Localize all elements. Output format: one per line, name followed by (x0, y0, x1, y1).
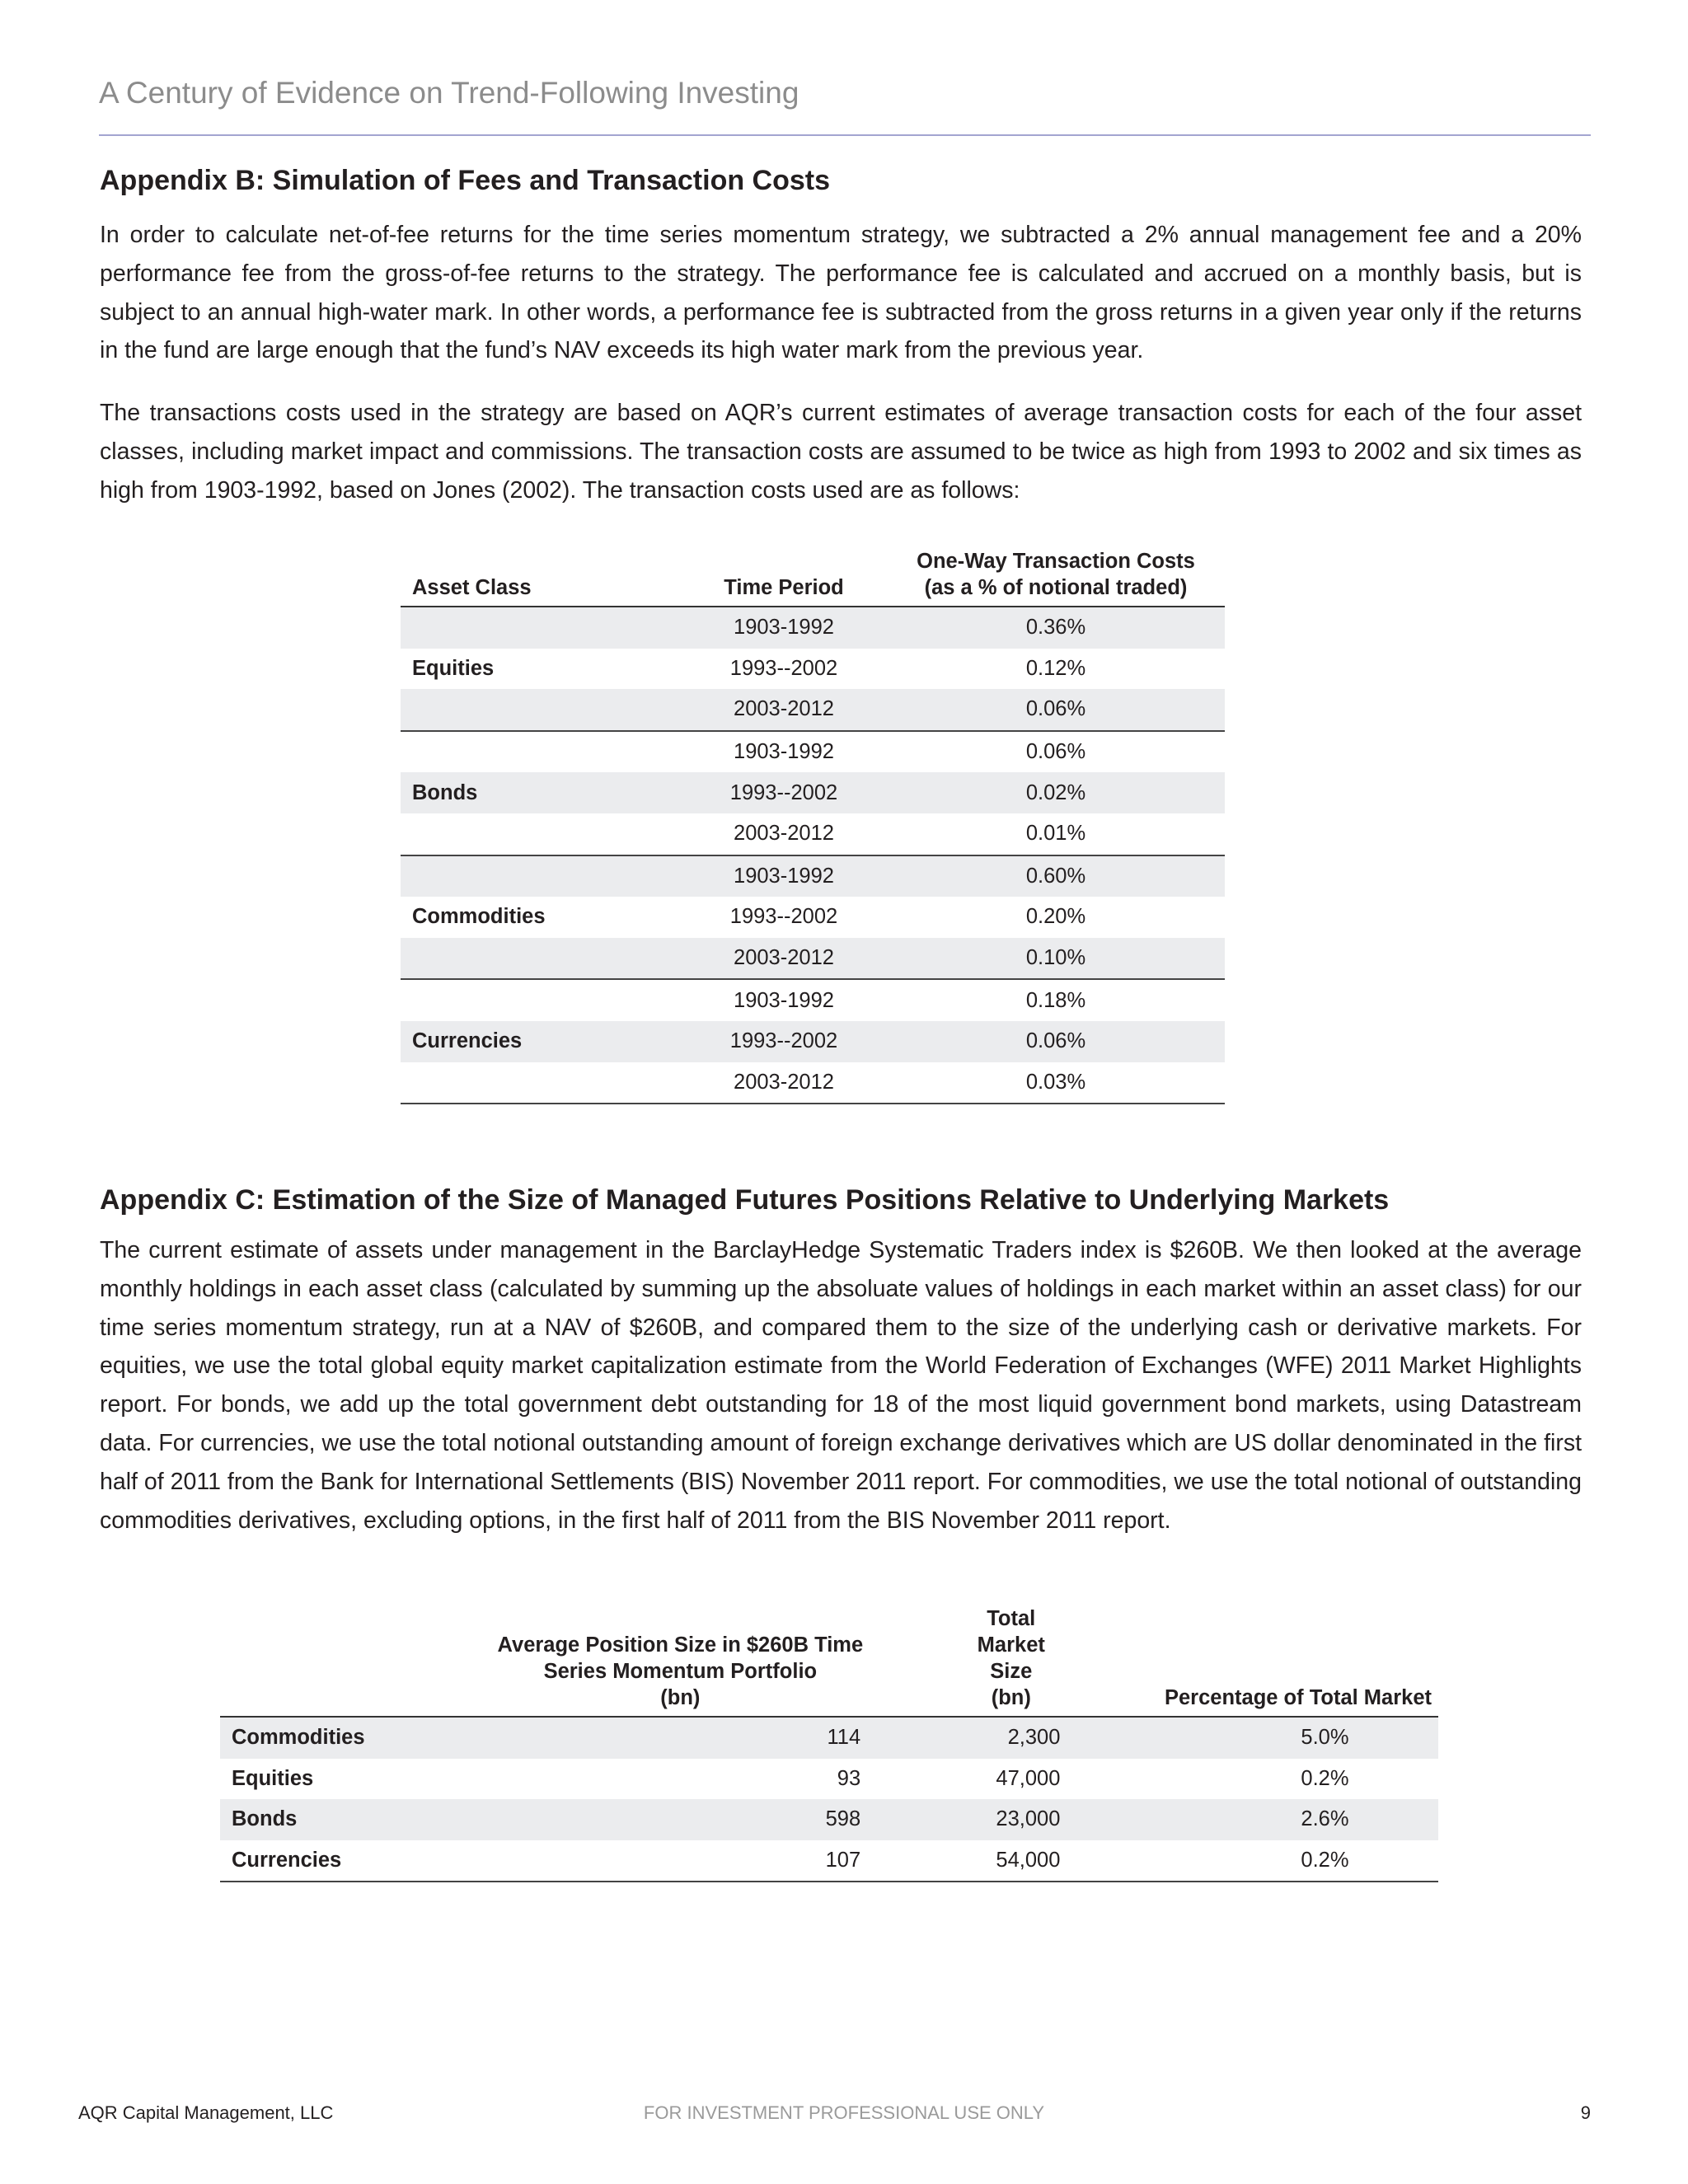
asset-class-cell (401, 689, 681, 731)
cost-cell: 0.06% (887, 1021, 1225, 1062)
table-header-row (220, 1605, 1438, 1717)
table-row (401, 979, 1225, 1021)
table-row (401, 813, 1225, 855)
header-asset-class: Asset Class (412, 576, 532, 599)
cost-cell: 0.18% (1025, 988, 1086, 1012)
asset-class-cell: Currencies (232, 1849, 342, 1872)
cost-cell: 0.06% (1025, 740, 1086, 764)
asset-class-cell (401, 607, 681, 649)
time-period-cell: 2003-2012 (681, 689, 887, 731)
asset-class-cell: Commodities (220, 1717, 391, 1759)
cost-cell: 0.03% (1025, 1070, 1086, 1094)
appendix-b-paragraph-1 (100, 216, 1582, 370)
asset-class-cell: Bonds (401, 772, 681, 813)
average-position-cell: 107 (825, 1849, 861, 1872)
cost-cell: 0.12% (1025, 656, 1086, 680)
cost-cell: 0.20% (1025, 905, 1086, 929)
header-divider (99, 134, 1591, 136)
percentage-cell: 0.2% (1301, 1766, 1349, 1790)
running-title: A Century of Evidence on Trend-Following Investing (99, 76, 799, 110)
table-row (220, 1759, 1438, 1800)
percentage-cell: 0.2% (1301, 1849, 1349, 1872)
header-asset-blank (220, 1605, 391, 1717)
header-line-2: Series Momentum Portfolio (543, 1660, 818, 1683)
header-transaction-costs (887, 548, 1225, 607)
table-row (401, 689, 1225, 731)
header-line-3: (bn) (660, 1686, 701, 1709)
header-line-1: Average Position Size in $260B Time (497, 1633, 864, 1657)
table-row (401, 938, 1225, 980)
asset-class-cell (401, 979, 681, 1021)
time-period-cell: 1903-1992 (681, 607, 887, 649)
cost-cell: 0.10% (887, 938, 1225, 980)
cost-cell: 0.02% (887, 772, 1225, 813)
time-period-cell: 1993--2002 (729, 656, 838, 680)
asset-class-cell (401, 855, 681, 898)
footer-company: AQR Capital Management, LLC (78, 2102, 334, 2123)
header-line-1: One-Way Transaction Costs (917, 550, 1195, 573)
table-row (401, 1021, 1225, 1062)
table-row (401, 607, 1225, 649)
percentage-cell: 5.0% (1068, 1717, 1438, 1759)
time-period-cell: 1993--2002 (681, 1021, 887, 1062)
average-position-cell: 93 (837, 1766, 861, 1790)
table-row (401, 855, 1225, 898)
header-average-position (391, 1605, 864, 1717)
paragraph-text: The transactions costs used in the strategy are based on AQR’s current estimates of average transaction costs for each of the four asset classes, including market impact and commissions. The transaction costs are assumed to be twice as high from 1993 to 2002 and six times as high from 1903-1992, based on Jones (2002). The transaction costs used are as follows: (100, 400, 1582, 504)
appendix-b-heading: Appendix B: Simulation of Fees and Transaction Costs (100, 165, 831, 196)
time-period-cell: 1903-1992 (681, 855, 887, 898)
cost-cell: 0.60% (887, 855, 1225, 898)
transaction-costs-table (401, 548, 1225, 1104)
asset-class-cell (401, 1062, 681, 1104)
page-number: 9 (1580, 2102, 1591, 2123)
percentage-cell: 2.6% (1068, 1799, 1438, 1840)
time-period-cell: 1903-1992 (734, 988, 834, 1012)
table-header-row (401, 548, 1225, 607)
asset-class-cell: Commodities (412, 905, 546, 929)
table-row (401, 649, 1225, 690)
asset-class-cell: Currencies (401, 1021, 681, 1062)
appendix-b-paragraph-2 (100, 394, 1582, 509)
asset-class-cell: Equities (232, 1766, 314, 1790)
average-position-cell: 114 (391, 1717, 864, 1759)
time-period-cell: 1993--2002 (681, 772, 887, 813)
cost-cell: 0.01% (1025, 822, 1086, 846)
appendix-c-heading: Appendix C: Estimation of the Size of Managed Futures Positions Relative to Underlying Markets (100, 1184, 1390, 1216)
table-row (220, 1799, 1438, 1840)
total-market-cell: 47,000 (996, 1766, 1061, 1790)
position-size-table (220, 1605, 1438, 1882)
asset-class-cell (401, 731, 681, 773)
paragraph-text: The current estimate of assets under management in the BarclayHedge Systematic Traders index is $260B. We then looked at the average monthly holdings in each asset class (calculated by summing up the absoluate values of holdings in each market within an asset class) for our time series momentum strategy, run at a NAV of $260B, and compared them to the size of the underlying cash or derivative markets. For equities, we use the total global equity market capitalization estimate from the World Federation of Exchanges (WFE) 2011 Market Highlights report. For bonds, we add up the total government debt outstanding for 18 of the most liquid government bond markets, using Datastream data. For currencies, we use the total notional outstanding amount of foreign exchange derivatives which are US dollar denominated in the first half of 2011 from the Bank for International Settlements (BIS) November 2011 report. For commodities, we use the total notional of outstanding commodities derivatives, excluding options, in the first half of 2011 from the BIS November 2011 report. (100, 1237, 1582, 1534)
time-period-cell: 2003-2012 (734, 1070, 834, 1094)
header-total-market-size (863, 1605, 1068, 1717)
appendix-c-paragraph (100, 1231, 1582, 1540)
time-period-cell: 2003-2012 (734, 822, 834, 846)
footer-disclaimer: FOR INVESTMENT PROFESSIONAL USE ONLY (643, 2102, 1045, 2123)
header-line-1: Total Market Size (977, 1607, 1045, 1683)
total-market-cell: 54,000 (996, 1849, 1061, 1872)
header-time-period: Time Period (724, 576, 844, 599)
table-row (401, 731, 1225, 773)
asset-class-cell (401, 938, 681, 980)
table-row (220, 1840, 1438, 1882)
time-period-cell: 2003-2012 (681, 938, 887, 980)
average-position-cell: 598 (391, 1799, 864, 1840)
table-row (220, 1717, 1438, 1759)
cost-cell: 0.06% (887, 689, 1225, 731)
table-row (401, 772, 1225, 813)
asset-class-cell: Bonds (220, 1799, 391, 1840)
asset-class-cell: Equities (412, 656, 495, 680)
paragraph-text: In order to calculate net-of-fee returns for the time series momentum strategy, we subtracted a 2% annual management fee and a 20% performance fee from the gross-of-fee returns to the strategy. The performance fee is calculated and accrued on a monthly basis, but is subject to an annual high-water mark. In other words, a performance fee is subtracted from the gross returns in a given year only if the returns in the fund are large enough that the fund’s NAV exceeds its high water mark from the previous year. (100, 222, 1582, 364)
total-market-cell: 2,300 (863, 1717, 1068, 1759)
header-line-2: (as a % of notional traded) (924, 576, 1188, 599)
table-row (401, 1062, 1225, 1104)
header-percentage: Percentage of Total Market (1164, 1686, 1432, 1709)
time-period-cell: 1993--2002 (729, 905, 838, 929)
total-market-cell: 23,000 (863, 1799, 1068, 1840)
time-period-cell: 1903-1992 (734, 740, 834, 764)
cost-cell: 0.36% (887, 607, 1225, 649)
table-row (401, 897, 1225, 938)
asset-class-cell (401, 813, 681, 855)
header-line-2: (bn) (991, 1686, 1031, 1709)
